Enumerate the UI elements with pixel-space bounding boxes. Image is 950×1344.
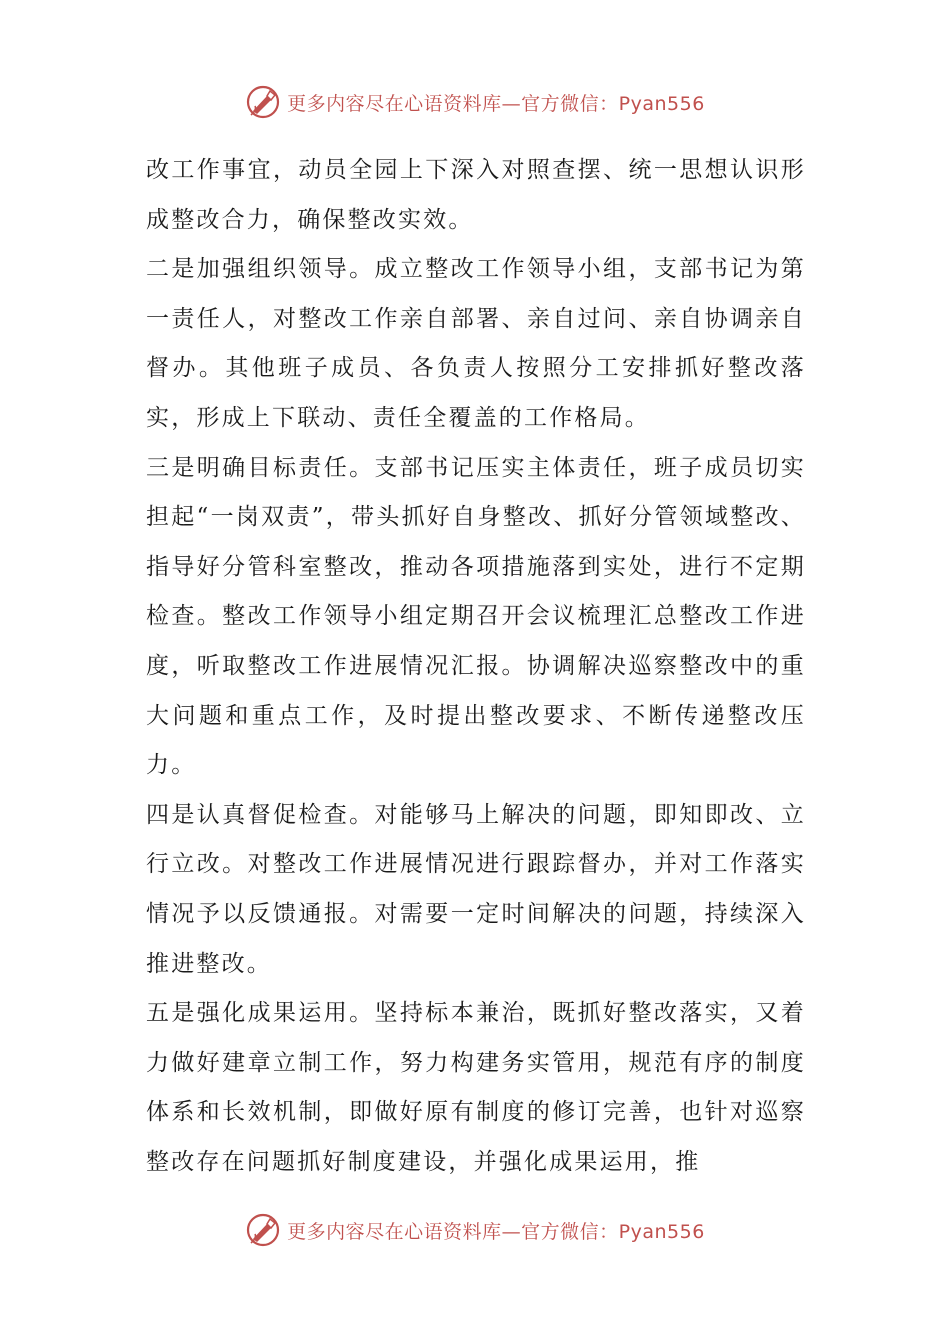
wechat-id: Pyan556: [618, 1220, 705, 1243]
document-body: [146, 146, 806, 1187]
paragraph-continuation: 改工作事宜，动员全园上下深入对照查摆、统一思想认识形成整改合力，确保整改实效。: [146, 157, 806, 233]
paragraph-item-3: 三是明确目标责任。支部书记压实主体责任，班子成员切实担起“一岗双责”，带头抓好自身整改、抓好分管领域整改、指导好分管科室整改，推动各项措施落到实处，进行不定期检查。整改工作领导小组定期召开会议梳理汇总整改工作进度，听取整改工作进展情况汇报。协调解决巡察整改中的重大问题和重点工作，及时提出整改要求、不断传递整改压力。: [146, 454, 806, 779]
wechat-id: Pyan556: [618, 92, 705, 115]
pen-nib-logo-icon: [245, 84, 281, 120]
header-banner-text: 更多内容尽在心语资料库—官方微信：Pyan556: [287, 92, 705, 115]
header-banner: [0, 82, 950, 122]
paragraph-item-5: 五是强化成果运用。坚持标本兼治，既抓好整改落实，又着力做好建章立制工作，努力构建务实管用，规范有序的制度体系和长效机制，即做好原有制度的修订完善，也针对巡察整改存在问题抓好制度建设，并强化成果运用，推: [146, 1000, 806, 1175]
paragraph-item-4: 四是认真督促检查。对能够马上解决的问题，即知即改、立行立改。对整改工作进展情况进行跟踪督办，并对工作落实情况予以反馈通报。对需要一定时间解决的问题，持续深入推进整改。: [146, 801, 806, 977]
footer-banner: [0, 1210, 950, 1250]
pen-nib-logo-icon: [245, 1212, 281, 1248]
footer-banner-text: 更多内容尽在心语资料库—官方微信：Pyan556: [287, 1220, 705, 1243]
paragraph-item-2: 二是加强组织领导。成立整改工作领导小组，支部书记为第一责任人，对整改工作亲自部署、亲自过问、亲自协调亲自督办。其他班子成员、各负责人按照分工安排抓好整改落实，形成上下联动、责任全覆盖的工作格局。: [146, 256, 806, 431]
